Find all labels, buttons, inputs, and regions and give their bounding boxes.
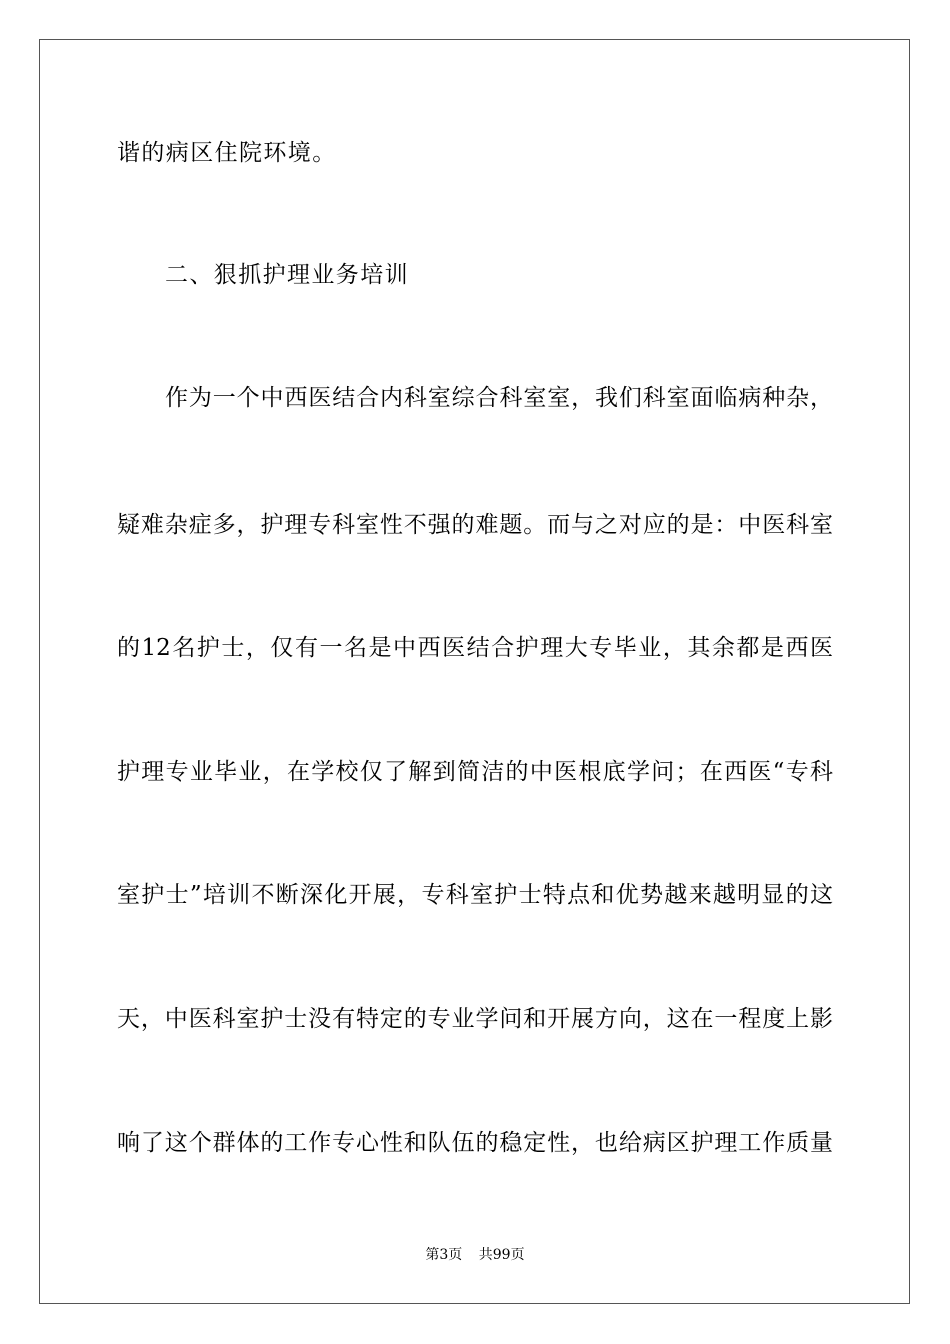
page-border [39,39,910,1304]
text-line-8: 天，中医科室护士没有特定的专业学问和开展方向，这在一程度上影 [117,1006,833,1032]
text-line-5: 的12名护士，仅有一名是中西医结合护理大专毕业，其余都是西医 [117,635,833,661]
section-heading: 二、狠抓护理业务培训 [165,262,409,288]
text-line-1: 谐的病区住院环境。 [117,140,337,166]
text-line-6: 护理专业毕业，在学校仅了解到简洁的中医根底学问；在西医“专科 [117,759,833,785]
text-line-4: 疑难杂症多，护理专科室性不强的难题。而与之对应的是：中医科室 [117,512,833,538]
text-line-7: 室护士”培训不断深化开展，专科室护士特点和优势越来越明显的这 [117,882,833,908]
page-footer [0,1246,950,1264]
text-line-9: 响了这个群体的工作专心性和队伍的稳定性，也给病区护理工作质量 [117,1130,833,1156]
text-line-3: 作为一个中西医结合内科室综合科室室，我们科室面临病种杂， [165,385,833,411]
page-total: 共99页 [478,1247,525,1263]
page-number: 第3页 [425,1247,463,1263]
